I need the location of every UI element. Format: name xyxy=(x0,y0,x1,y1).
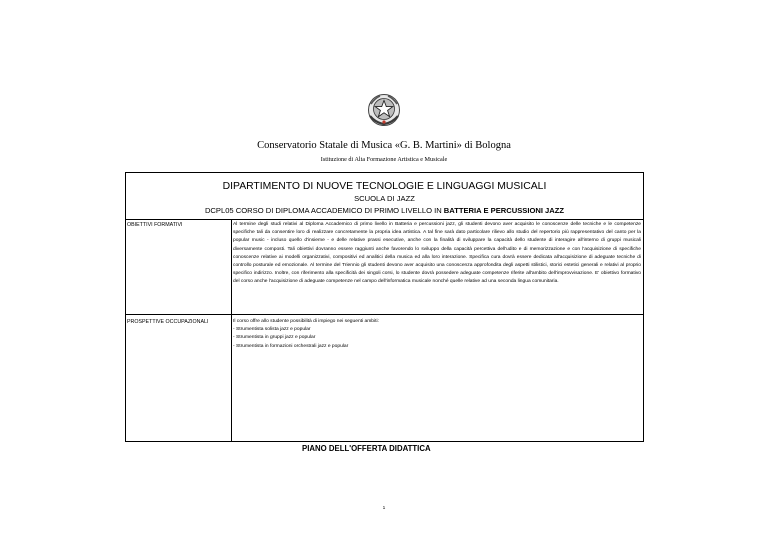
obiettivi-text: Al termine degli studi relativi al Diploma Accademico di primo livello in Batteria e percussioni jazz, gli studenti devono aver acquisito le conoscenze delle tecniche e le competenze specifiche tali da consentire loro di realizzare concretamente la propria idea artistica. A tal fine sarà dato particolare rilievo allo studio del repertorio più rappresentativo del canto per la popular music - incluso quello d'insieme - e delle relative prassi esecutive, anche con la finalità di sviluppare la capacità dello studente di interagire all'interno di gruppi musicali diversamente composti. Tali obiettivi dovranno essere raggiunti anche favorendo lo sviluppo della capacità percettiva dell'udito e di memorizzazione e con l'acquisizione di specifiche conoscenze relative ai modelli organizzativi, compositivi ed analitici della musica ed alla loro interazione. Specifica cura dovrà essere dedicata all'acquisizione di adeguate tecniche di controllo posturale ed emozionale. Al termine del Triennio gli studenti devono aver acquisito una conoscenza approfondita degli aspetti stilistici, storici estetici generali e relativi al proprio specifico indirizzo. Inoltre, con riferimento alla specificità dei singoli corsi, lo studente dovrà possedere adeguate competenze riferite all'ambito dell'improvvisazione. E' obiettivo formativo del corso anche l'acquisizione di adeguate competenze nel campo dell'informatica musicale nonché quelle relative ad una seconda lingua comunitaria. xyxy=(233,222,641,285)
prospettive-text xyxy=(233,318,641,351)
institution-subtitle: Istituzione di Alta Formazione Artistica e Musicale xyxy=(320,156,448,163)
prospettive-intro: Il corso offre allo studente possibilità di impiego nei seguenti ambiti: xyxy=(233,319,379,324)
table-rule-top xyxy=(125,219,644,220)
table-column-divider xyxy=(231,219,232,442)
course-title-prefix: DCPL05 CORSO DI DIPLOMA ACCADEMICO DI PRIMO LIVELLO IN xyxy=(204,206,444,215)
list-item: - Strumentista in formazioni orchestrali jazz e popular xyxy=(233,343,349,349)
list-item: - Strumentista in gruppi jazz e popular xyxy=(233,335,316,341)
page-number: 1 xyxy=(382,506,386,511)
row-label-obiettivi: OBIETTIVI FORMATIVI xyxy=(127,222,183,228)
italian-republic-emblem-icon xyxy=(366,92,402,128)
course-title-bold: BATTERIA E PERCUSSIONI JAZZ xyxy=(443,206,565,215)
department-title: DIPARTIMENTO DI NUOVE TECNOLOGIE E LINGUAGGI MUSICALI xyxy=(222,181,547,192)
school-name: SCUOLA DI JAZZ xyxy=(354,194,415,203)
institution-name: Conservatorio Statale di Musica «G. B. Martini» di Bologna xyxy=(257,140,511,151)
table-rule-middle xyxy=(125,314,644,315)
row-label-prospettive: PROSPETTIVE OCCUPAZIONALI xyxy=(127,319,209,325)
piano-offerta-title: PIANO DELL'OFFERTA DIDATTICA xyxy=(302,444,431,453)
list-item: - Strumentista solista jazz e popular xyxy=(233,327,311,333)
course-title xyxy=(125,206,644,215)
